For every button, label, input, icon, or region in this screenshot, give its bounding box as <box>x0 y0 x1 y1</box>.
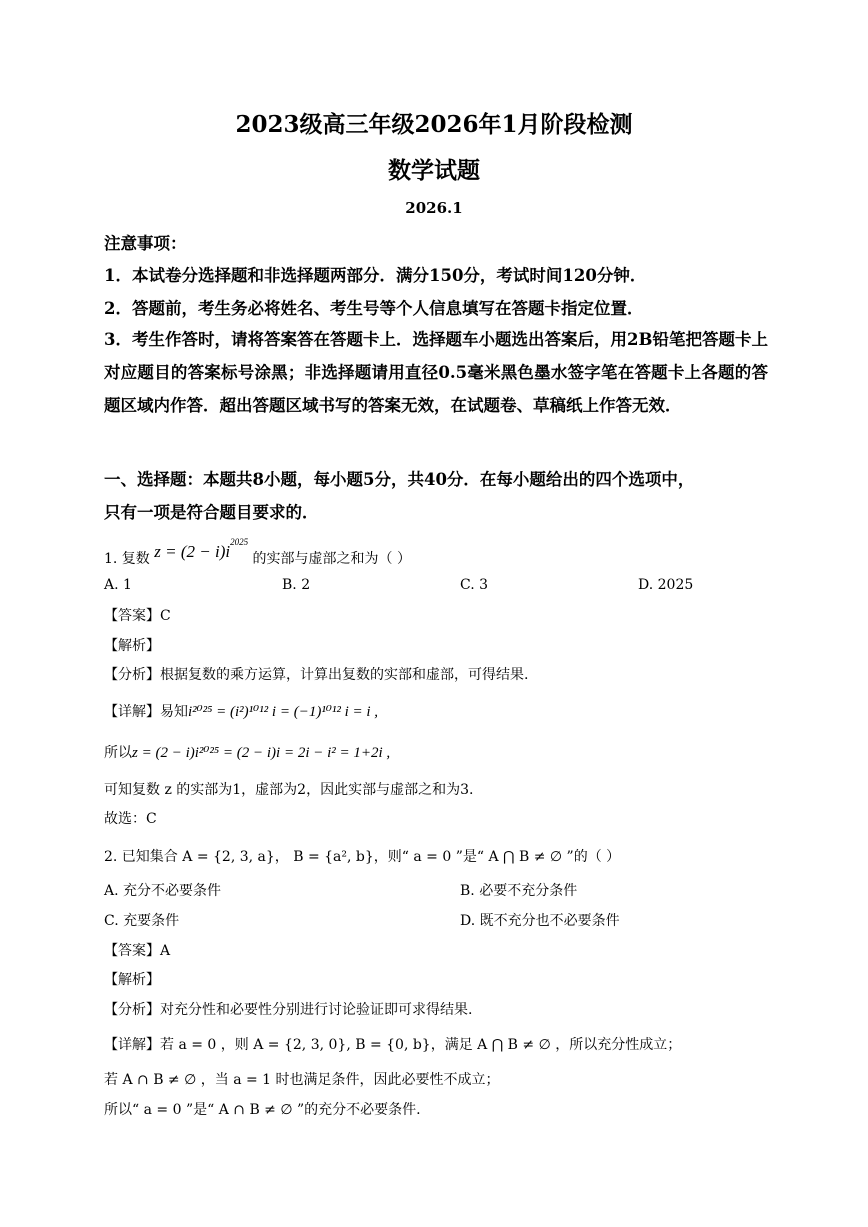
q2-option-b: B. 必要不充分条件 <box>460 883 578 899</box>
q2-xiangjie-line1: 【详解】若 a = 0 ，则 A = {2, 3, 0}, B = {0, b}，满足 A ⋂ B ≠ ∅ ，所以充分性成立； <box>104 1037 682 1053</box>
q1-prefix: 1. 复数 <box>104 551 150 567</box>
q1-fenxi: 【分析】根据复数的乘方运算，计算出复数的实部和虚部，可得结果. <box>104 667 529 683</box>
q2-xiangjie-line3: 所以“ a = 0 ”是“ A ∩ B ≠ ∅ ”的充分不必要条件. <box>104 1102 421 1118</box>
q1-xiangjie-math: i²⁰²⁵ = (i²)¹⁰¹² i = (−1)¹⁰¹² i = i , <box>188 704 379 720</box>
q1-option-a: A. 1 <box>104 577 132 593</box>
q1-option-b: B. 2 <box>282 577 311 593</box>
q1-xiangjie-line1 <box>104 701 378 721</box>
exam-title: 2023级高三年级2026年1月阶段检测 <box>235 111 633 138</box>
q2-xiangjie-line2: 若 A ∩ B ≠ ∅ ，当 a = 1 时也满足条件，因此必要性不成立； <box>104 1072 500 1088</box>
notice-item-3: 3．考生作答时，请将答案答在答题卡上．选择题车小题选出答案后，用2B铅笔把答题卡上对应题目的答案标号涂黑；非选择题请用直径0.5毫米黑色墨水签字笔在答题卡上各题的答题区域内作答．超出答题区域书写的答案无效，在试题卷、草稿纸上作答无效． <box>104 330 768 415</box>
section-heading-line1: 一、选择题：本题共8小题，每小题5分，共40分．在每小题给出的四个选项中， <box>104 470 695 489</box>
q2-option-c: C. 充要条件 <box>104 913 180 929</box>
q2-fenxi: 【分析】对充分性和必要性分别进行讨论验证即可求得结果. <box>104 1002 473 1018</box>
q1-option-d: D. 2025 <box>638 577 694 593</box>
notice-item-2: 2．答题前，考生务必将姓名、考生号等个人信息填写在答题卡指定位置． <box>104 299 644 318</box>
q1-formula-exp: 2025 <box>230 537 249 548</box>
q1-jiexi: 【解析】 <box>104 638 160 654</box>
exam-date: 2026.1 <box>405 199 463 217</box>
subject-title: 数学试题 <box>388 157 480 184</box>
section-heading-line2: 只有一项是符合题目要求的． <box>104 503 319 522</box>
q2-option-a: A. 充分不必要条件 <box>104 883 222 899</box>
q1-xiangjie-label: 【详解】易知 <box>104 704 188 720</box>
q1-xiangjie-line2 <box>104 742 390 762</box>
q1-conclusion: 故选：C <box>104 811 157 827</box>
q1-line2-label: 所以 <box>104 745 132 761</box>
q1-suffix: 的实部与虚部之和为（ ） <box>252 551 411 567</box>
notice-heading: 注意事项： <box>104 234 187 253</box>
q2-answer: 【答案】A <box>104 943 171 959</box>
q2-jiexi: 【解析】 <box>104 972 160 988</box>
q1-formula: z = (2 − i)i <box>154 542 231 561</box>
q2-stem: 2. 已知集合 A = {2, 3, a}， B = {a², b}，则“ a = 0 ”是“ A ⋂ B ≠ ∅ ”的（ ） <box>104 849 621 865</box>
notice-item-1: 1．本试卷分选择题和非选择题两部分．满分150分，考试时间120分钟． <box>104 266 647 285</box>
q1-answer: 【答案】C <box>104 608 171 624</box>
q1-stem <box>104 537 411 568</box>
q2-option-d: D. 既不充分也不必要条件 <box>460 913 620 929</box>
q1-xiangjie-line3: 可知复数 z 的实部为1，虚部为2，因此实部与虚部之和为3. <box>104 782 474 798</box>
q1-option-c: C. 3 <box>460 577 489 593</box>
q1-line2-math: z = (2 − i)i²⁰²⁵ = (2 − i)i = 2i − i² = 1+2i , <box>132 745 391 761</box>
